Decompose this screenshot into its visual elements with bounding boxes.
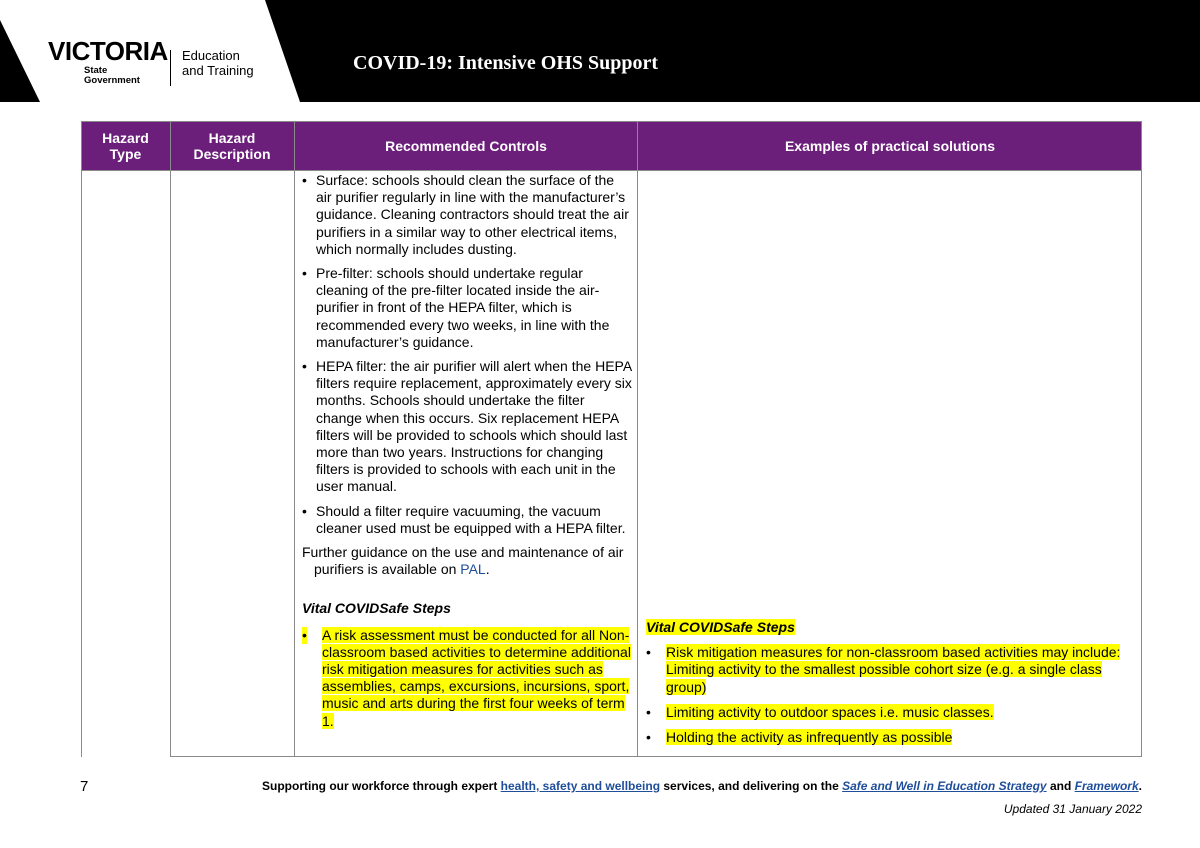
solutions-vital-heading: Vital COVIDSafe Steps (646, 619, 795, 635)
header-hazard-type: Hazard Type (102, 129, 149, 162)
list-item: • HEPA filter: the air purifier will alert when the HEPA filters require replacement, approximately every six months. Schools should undertake the filter change when this occurs. Six replacement HEPA filters will be provided to schools which should last more than two years. Instructions for changing filters is provided to schools with each unit in the user manual. (302, 358, 632, 495)
health-safety-link[interactable]: health, safety and wellbeing (500, 779, 661, 793)
bullet-icon: • (302, 502, 307, 519)
list-item: • Should a filter require vacuuming, the vacuum cleaner used must be equipped with a HEPA filter. (302, 502, 626, 536)
hazard-table (81, 121, 1142, 757)
list-item: • Limiting activity to outdoor spaces i.e. music classes. (646, 703, 994, 720)
bullet-icon: • (646, 729, 651, 746)
table-border-right (1141, 121, 1142, 757)
document-title: COVID-19: Intensive OHS Support (353, 52, 659, 74)
table-divider (170, 121, 171, 757)
bullet-icon: • (302, 172, 307, 188)
pal-link[interactable]: PAL (460, 561, 486, 578)
header-recommended-controls: Recommended Controls (385, 137, 547, 154)
bullet-icon: • (302, 358, 307, 375)
practical-solutions-cell (646, 619, 1136, 746)
list-item: • Risk mitigation measures for non-classroom based activities may include: Limiting activity to the smallest possible cohort size (e.g. a single class group) (646, 644, 1121, 695)
controls-vital-heading: Vital COVIDSafe Steps (302, 600, 451, 617)
strategy-link[interactable]: Safe and Well in Education Strategy (842, 779, 1047, 793)
table-divider (637, 121, 638, 757)
bullet-icon: • (646, 703, 651, 720)
footer-statement: Supporting our workforce through expert health, safety and wellbeing services, and delivering on the Safe and Well in Education Strategy and Framework. (262, 779, 1142, 793)
further-guidance: Further guidance on the use and maintenance of air purifiers is available on PAL. (302, 544, 624, 578)
updated-date: Updated 31 January 2022 (1003, 802, 1142, 816)
table-divider (294, 121, 295, 757)
victoria-logo: VICTORIA (48, 36, 168, 66)
department-name: Education and Training (182, 48, 254, 78)
table-header-bottom (81, 170, 1142, 171)
page-number: 7 (80, 778, 89, 795)
list-item: • A risk assessment must be conducted for all Non-classroom based activities to determine additional risk mitigation measures for activities such as assemblies, camps, excursions, incursions, sport, music and arts during the first four weeks of term 1. (302, 626, 631, 729)
recommended-controls-cell (302, 172, 632, 730)
bullet-icon: • (302, 265, 307, 282)
table-border-top (81, 121, 1142, 122)
table-border-left (81, 121, 82, 757)
bullet-icon: • (646, 644, 651, 661)
framework-link[interactable]: Framework (1074, 779, 1139, 793)
list-item: • Pre-filter: schools should undertake regular cleaning of the pre-filter located inside the air-purifier in front of the HEPA filter, which is recommended every two weeks, in line with the manufacturer’s guidance. (302, 265, 610, 350)
bullet-icon: • (302, 626, 307, 643)
header-hazard-description: Hazard Description (193, 129, 271, 162)
list-item: • Holding the activity as infrequently as possible (646, 729, 953, 746)
victoria-logo-subtitle: State Government (84, 65, 140, 86)
header-practical-solutions: Examples of practical solutions (784, 137, 996, 154)
logo-divider (170, 50, 171, 86)
table-border-bottom (170, 756, 1142, 757)
list-item: • Surface: schools should clean the surface of the air purifier regularly in line with the manufacturer’s guidance. Cleaning contractors should treat the air purifiers in a similar way to other electrical items, which normally includes dusting. (302, 172, 629, 257)
